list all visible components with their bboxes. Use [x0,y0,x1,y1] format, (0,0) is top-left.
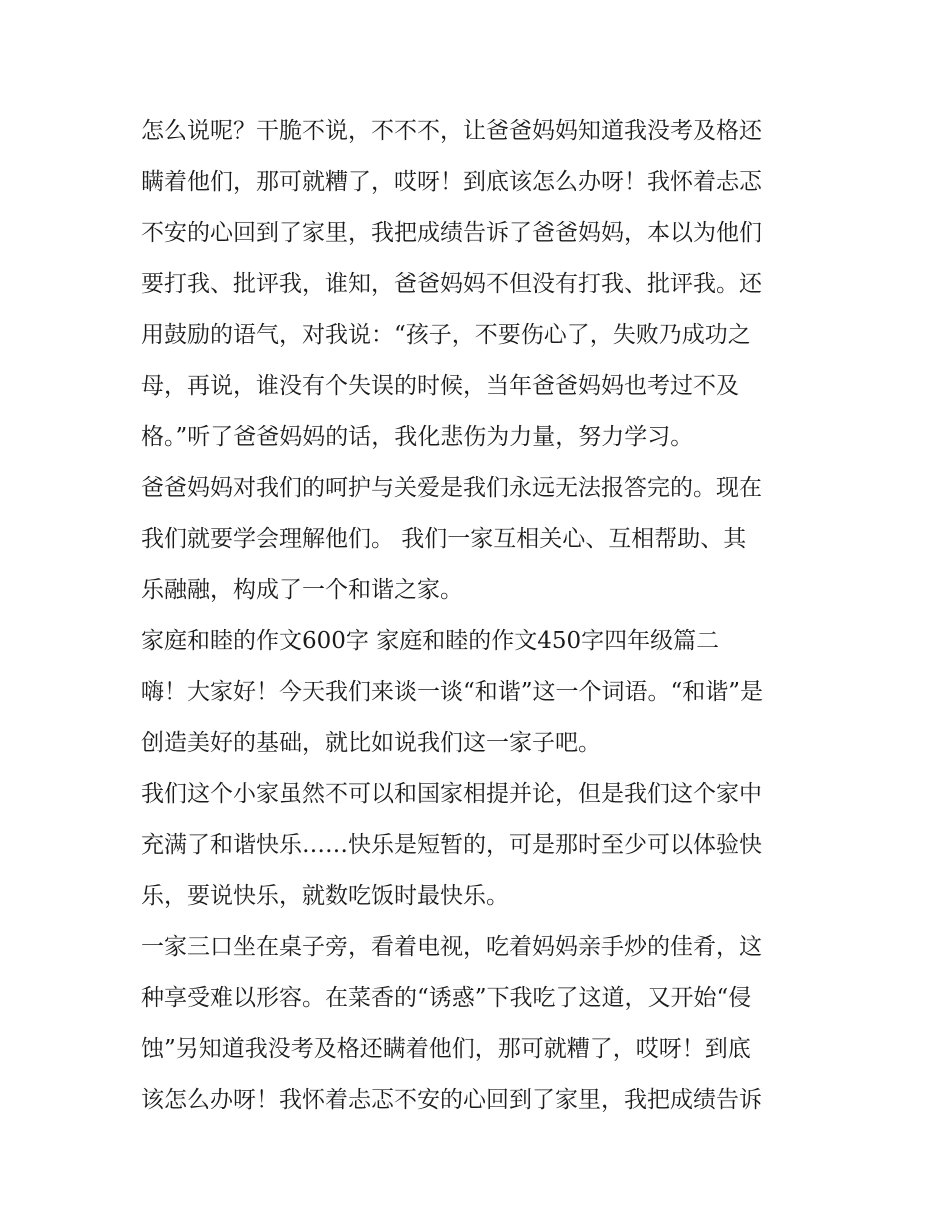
text-line: 格。”听了爸爸妈妈的话，我化悲伤为力量，努力学习。 [141,424,694,450]
text-line: 乐融融，构成了一个和谐之家。 [141,577,463,603]
document-body [141,106,821,1126]
section-heading: 家庭和睦的作文600字 家庭和睦的作文450字四年级篇二 [141,628,720,654]
text-line: 创造美好的基础，就比如说我们这一家子吧。 [141,730,601,756]
text-line: 该怎么办呀！我怀着忐忑不安的心回到了家里，我把成绩告诉 [141,1087,762,1113]
text-line: 一家三口坐在桌子旁，看着电视，吃着妈妈亲手炒的佳肴，这 [141,934,762,960]
text-line: 爸爸妈妈对我们的呵护与关爱是我们永远无法报答完的。现在 [141,475,762,501]
text-line: 我们这个小家虽然不可以和国家相提并论，但是我们这个家中 [141,781,762,807]
text-line: 嗨！大家好！今天我们来谈一谈“和谐”这一个词语。“和谐”是 [141,679,764,705]
text-line: 充满了和谐快乐……快乐是短暂的，可是那时至少可以体验快 [141,832,762,858]
text-line: 怎么说呢？干脆不说，不不不，让爸爸妈妈知道我没考及格还 [141,118,762,144]
text-line: 母，再说，谁没有个失误的时候，当年爸爸妈妈也考过不及 [141,373,739,399]
text-line: 乐，要说快乐，就数吃饭时最快乐。 [141,883,509,909]
text-line: 瞒着他们，那可就糟了，哎呀！到底该怎么办呀！我怀着忐忑 [141,169,762,195]
text-line: 不安的心回到了家里，我把成绩告诉了爸爸妈妈，本以为他们 [141,220,762,246]
text-line: 要打我、批评我，谁知，爸爸妈妈不但没有打我、批评我。还 [141,271,762,297]
text-line: 蚀”另知道我没考及格还瞒着他们，那可就糟了，哎呀！到底 [141,1036,751,1062]
text-line: 我们就要学会理解他们。 我们一家互相关心、互相帮助、其 [141,526,747,552]
text-line: 用鼓励的语气，对我说：“孩子，不要伤心了，失败乃成功之 [141,322,751,348]
text-line: 种享受难以形容。在菜香的“诱惑”下我吃了这道，又开始“侵 [141,985,752,1011]
